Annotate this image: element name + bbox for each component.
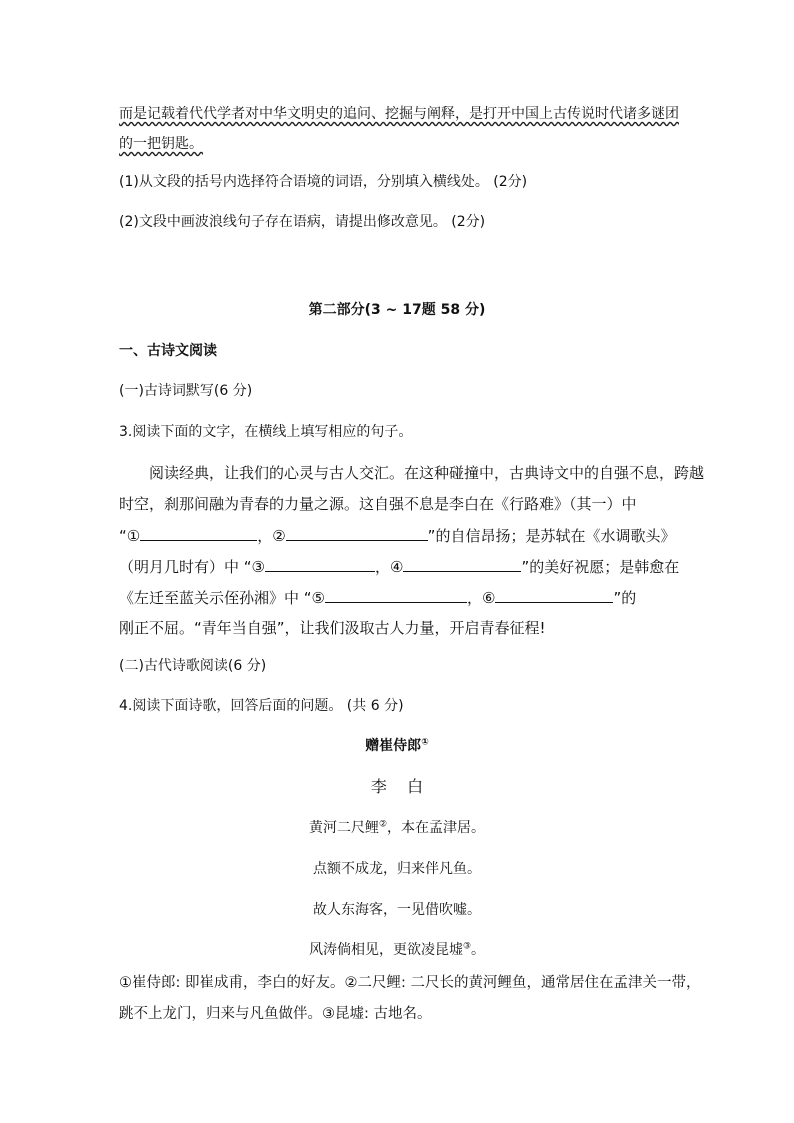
passage-line-5-b: ，⑥: [467, 589, 496, 607]
passage-line-3-b: ，②: [257, 527, 286, 545]
passage-line-4: [119, 556, 679, 577]
answer-blank-1[interactable]: [140, 525, 257, 541]
intro-line-2: 的一把钥匙。: [119, 136, 203, 152]
poem-line-1: [0, 818, 794, 838]
poem-line-1-a: 黄河二尺鲤: [308, 820, 379, 836]
poem-title-note: ①: [421, 737, 429, 748]
answer-blank-4[interactable]: [403, 556, 521, 572]
poem-line-1-b: ，本在孟津居。: [387, 820, 486, 836]
question-2: (2)文段中画波浪线句子存在语病，请提出修改意见。 (2分): [119, 214, 486, 230]
subsection-heading-dictation: (一)古诗词默写(6 分): [119, 383, 253, 399]
passage-line-3: [119, 525, 679, 546]
passage-line-3-a: “①: [119, 527, 141, 545]
poem-line-4-note: ③: [462, 941, 472, 952]
poem-notes-line-1: ①崔侍郎: 即崔成甫，李白的好友。②二尺鲤: 二尺长的黄河鲤鱼，通常居住在孟津关一带，: [119, 975, 701, 991]
poem-line-4-b: 。: [471, 942, 486, 958]
question-3: 3.阅读下面的文字，在横线上填写相应的句子。: [119, 424, 413, 440]
subsection-heading-poem-reading: (二)古代诗歌阅读(6 分): [119, 658, 267, 674]
answer-blank-5[interactable]: [325, 587, 467, 603]
poem-line-1-note: ②: [378, 819, 388, 830]
answer-blank-6[interactable]: [495, 587, 613, 603]
passage-line-4-b: ，④: [375, 558, 404, 576]
answer-blank-2[interactable]: [286, 525, 428, 541]
poem-line-3: 故人东海客，一见借吹嘘。: [313, 902, 481, 918]
poem-title: [0, 736, 794, 756]
passage-line-5: [119, 587, 679, 608]
section-heading-poetry: 一、古诗文阅读: [119, 343, 217, 359]
poem-notes-line-2: 跳不上龙门，归来与凡鱼做伴。③昆墟: 古地名。: [119, 1006, 432, 1022]
part-two-title: 第二部分(3 ~ 17题 58 分): [308, 302, 486, 318]
passage-line-4-a: （明月几时有）中 “③: [119, 558, 265, 576]
poem-author: 李 白: [370, 777, 424, 796]
passage-line-5-a: 《左迁至蓝关示侄孙湘》中 “⑤: [119, 589, 325, 607]
answer-blank-3[interactable]: [265, 556, 375, 572]
passage-line-1: 阅读经典，让我们的心灵与古人交汇。在这种碰撞中，古典诗文中的自强不息，跨越: [149, 464, 705, 482]
intro-line-1: 而是记载着代代学者对中华文明史的追问、挖掘与阐释，是打开中国上古传说时代诸多谜团: [119, 106, 679, 122]
poem-line-4: [0, 940, 794, 960]
poem-line-2: 点额不成龙，归来伴凡鱼。: [313, 861, 481, 877]
poem-line-4-a: 风涛倘相见，更欲凌昆墟: [308, 942, 463, 958]
question-1: (1)从文段的括号内选择符合语境的词语，分别填入横线处。 (2分): [119, 174, 528, 190]
passage-line-4-c: ”的美好祝愿；是韩愈在: [521, 558, 680, 576]
question-4: 4.阅读下面诗歌，回答后面的问题。 (共 6 分): [119, 698, 404, 714]
passage-line-6: 刚正不屈。“青年当自强”，让我们汲取古人力量，开启青春征程!: [119, 619, 546, 637]
poem-title-text: 赠崔侍郎: [365, 738, 422, 754]
passage-line-2: 时空，刹那间融为青春的力量之源。这自强不息是李白在《行路难》（其一）中: [119, 495, 637, 513]
passage-line-5-c: ”的: [613, 589, 637, 607]
passage-line-3-c: ”的自信昂扬；是苏轼在《水调歌头》: [427, 527, 676, 545]
